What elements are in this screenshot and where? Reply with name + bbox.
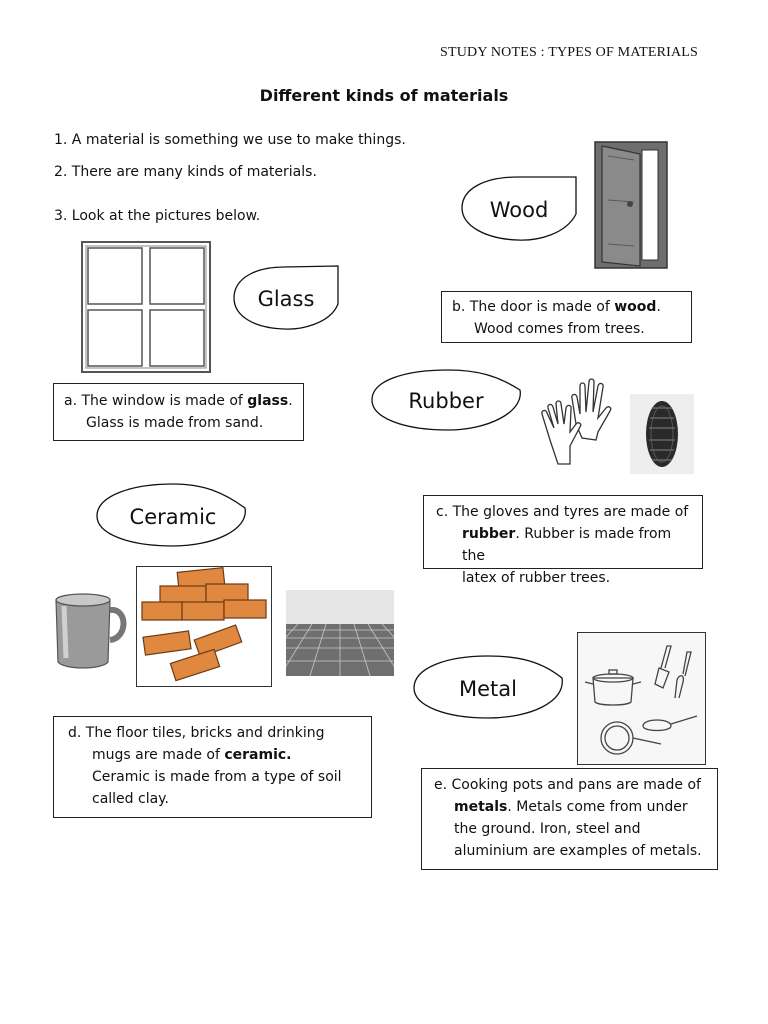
note-a-bold: glass [247, 393, 289, 409]
note-d-prefix: mugs are made of [92, 747, 225, 763]
mug-picture [52, 592, 130, 672]
rubber-label: Rubber [408, 389, 484, 413]
note-e-line1: e. Cooking pots and pans are made of [434, 777, 701, 793]
ceramic-bubble [93, 480, 251, 550]
pots-pans-picture [577, 632, 707, 766]
tyre-picture [630, 394, 694, 474]
metal-bubble [410, 652, 568, 722]
note-c-line1: c. The gloves and tyres are made of [436, 504, 689, 520]
gloves-picture [536, 374, 616, 466]
intro-line-3: 3. Look at the pictures below. [54, 208, 261, 224]
note-a-prefix: a. The window is made of [64, 393, 248, 409]
note-box-metal [421, 768, 718, 870]
note-box-glass [53, 383, 304, 441]
note-box-ceramic [53, 716, 372, 818]
note-d-line3: Ceramic is made from a type of soil [92, 769, 342, 785]
glass-label: Glass [257, 287, 315, 311]
note-e-line3: the ground. Iron, steel and [454, 821, 641, 837]
wood-bubble [458, 174, 582, 244]
page-title: Different kinds of materials [259, 86, 509, 105]
door-picture [592, 140, 672, 272]
note-a-line2: Glass is made from sand. [86, 415, 264, 431]
intro-line-2: 2. There are many kinds of materials. [54, 164, 317, 180]
intro-line-1: 1. A material is something we use to make things. [54, 132, 406, 148]
rubber-bubble [368, 366, 526, 434]
window-picture [80, 240, 212, 374]
note-d-line1: d. The floor tiles, bricks and drinking [68, 725, 325, 741]
glass-bubble [230, 264, 344, 332]
note-b-prefix: b. The door is made of [452, 299, 615, 315]
bricks-picture [136, 566, 272, 687]
note-e-bold: metals [454, 799, 508, 815]
note-a-suffix: . [288, 393, 293, 409]
note-c-suffix: . Rubber is made from the [462, 526, 672, 564]
ceramic-label: Ceramic [129, 505, 217, 529]
header-note: STUDY NOTES : TYPES OF MATERIALS [440, 45, 699, 60]
note-e-suffix: . Metals come from under [507, 799, 688, 815]
note-box-wood [441, 291, 692, 343]
note-d-line4: called clay. [92, 791, 169, 807]
note-box-rubber [423, 495, 703, 586]
note-d-bold: ceramic. [224, 747, 292, 763]
note-c-line3: latex of rubber trees. [462, 570, 611, 586]
note-c-bold: rubber [462, 526, 516, 542]
floor-tiles-picture [286, 590, 394, 676]
note-b-suffix: . [656, 299, 661, 315]
metal-label: Metal [459, 677, 517, 701]
note-b-line2: Wood comes from trees. [474, 321, 645, 337]
wood-label: Wood [489, 198, 549, 222]
note-e-line4: aluminium are examples of metals. [454, 843, 702, 859]
note-b-bold: wood [614, 299, 657, 315]
